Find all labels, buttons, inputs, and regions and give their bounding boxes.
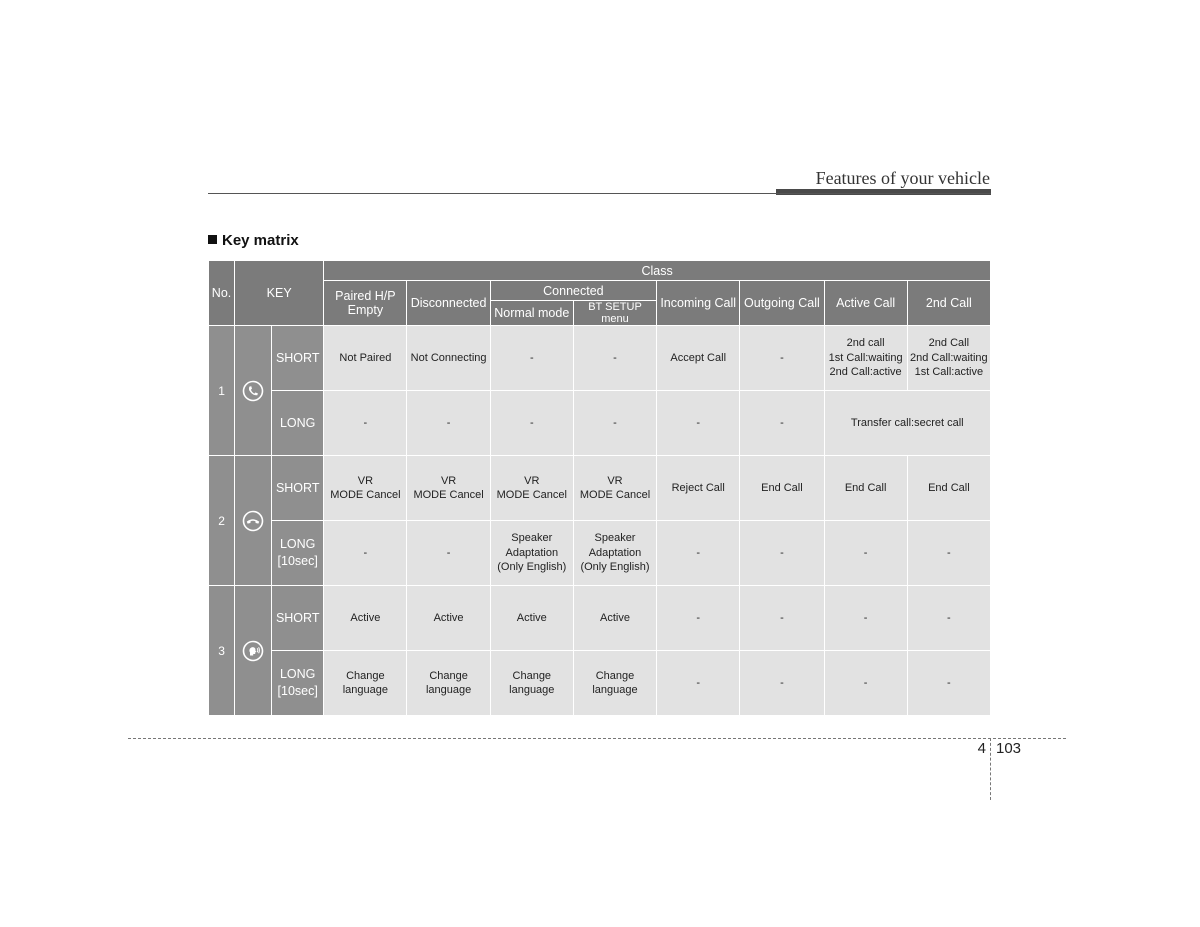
bt-setup-header: BT SETUP menu <box>573 301 656 326</box>
table-cell: - <box>740 586 824 651</box>
phone-call-icon <box>242 380 264 402</box>
row-number: 3 <box>209 586 235 716</box>
paired-empty-header: Paired H/P Empty <box>324 281 407 326</box>
no-header: No. <box>209 261 235 326</box>
table-cell: Change language <box>573 651 656 716</box>
table-cell: - <box>573 391 656 456</box>
key-label: SHORT <box>272 326 324 391</box>
footer-dashed-rule <box>128 738 1066 739</box>
table-cell: - <box>657 391 740 456</box>
key-icon-cell <box>235 456 272 586</box>
voice-recognition-icon <box>242 640 264 662</box>
key-label: LONG [10sec] <box>272 651 324 716</box>
table-cell: - <box>824 521 907 586</box>
table-cell-merged: Transfer call:secret call <box>824 391 991 456</box>
table-cell: - <box>824 586 907 651</box>
incoming-call-header: Incoming Call <box>657 281 740 326</box>
table-cell: End Call <box>824 456 907 521</box>
phone-end-icon <box>242 510 264 532</box>
row-number: 2 <box>209 456 235 586</box>
table-cell: Speaker Adaptation (Only English) <box>490 521 573 586</box>
table-cell: Change language <box>324 651 407 716</box>
header-rule <box>208 193 991 194</box>
header-bar <box>776 189 991 195</box>
table-cell: - <box>573 326 656 391</box>
table-cell: VR MODE Cancel <box>407 456 490 521</box>
table-cell: VR MODE Cancel <box>324 456 407 521</box>
table-cell: - <box>657 651 740 716</box>
table-cell: Active <box>407 586 490 651</box>
table-cell: End Call <box>740 456 824 521</box>
table-cell: - <box>907 586 990 651</box>
key-label: LONG [10sec] <box>272 521 324 586</box>
table-cell: - <box>657 521 740 586</box>
table-cell: - <box>740 521 824 586</box>
key-header: KEY <box>235 261 324 326</box>
key-icon-cell <box>235 326 272 456</box>
square-bullet-icon <box>208 235 217 244</box>
table-cell: Not Connecting <box>407 326 490 391</box>
key-icon-cell <box>235 586 272 716</box>
table-cell: Accept Call <box>657 326 740 391</box>
table-cell: Change language <box>490 651 573 716</box>
table-row <box>209 521 991 586</box>
table-cell: Change language <box>407 651 490 716</box>
table-cell: - <box>740 651 824 716</box>
table-cell: - <box>657 586 740 651</box>
key-label: LONG <box>272 391 324 456</box>
table-cell: VR MODE Cancel <box>490 456 573 521</box>
row-number: 1 <box>209 326 235 456</box>
table-cell: - <box>740 391 824 456</box>
table-cell: Active <box>490 586 573 651</box>
table-row <box>209 456 991 521</box>
table-cell: - <box>324 391 407 456</box>
table-cell: - <box>490 326 573 391</box>
table-cell: Reject Call <box>657 456 740 521</box>
table-cell: - <box>490 391 573 456</box>
active-call-header: Active Call <box>824 281 907 326</box>
table-cell: Speaker Adaptation (Only English) <box>573 521 656 586</box>
table-cell: - <box>407 391 490 456</box>
table-cell: - <box>740 326 824 391</box>
section-title-text: Key matrix <box>222 232 299 249</box>
disconnected-header: Disconnected <box>407 281 490 326</box>
key-label: SHORT <box>272 456 324 521</box>
table-cell: 2nd call 1st Call:waiting 2nd Call:active <box>824 326 907 391</box>
second-call-header: 2nd Call <box>907 281 990 326</box>
table-row <box>209 651 991 716</box>
page-number: 103 <box>996 740 1022 757</box>
key-matrix-table <box>208 260 991 716</box>
outgoing-call-header: Outgoing Call <box>740 281 824 326</box>
chapter-number: 4 <box>977 740 986 757</box>
key-label: SHORT <box>272 586 324 651</box>
normal-mode-header: Normal mode <box>490 301 573 326</box>
table-cell: - <box>824 651 907 716</box>
table-cell: - <box>407 521 490 586</box>
table-cell: 2nd Call 2nd Call:waiting 1st Call:active <box>907 326 990 391</box>
table-cell: - <box>907 651 990 716</box>
table-cell: VR MODE Cancel <box>573 456 656 521</box>
table-cell: Active <box>573 586 656 651</box>
table-row <box>209 586 991 651</box>
table-cell: - <box>907 521 990 586</box>
table-row <box>209 391 991 456</box>
table-cell: Active <box>324 586 407 651</box>
table-cell: End Call <box>907 456 990 521</box>
class-header: Class <box>324 261 991 281</box>
table-row <box>209 326 991 391</box>
table-cell: - <box>324 521 407 586</box>
section-title <box>208 232 299 249</box>
table-cell: Not Paired <box>324 326 407 391</box>
footer-dashed-divider <box>990 738 991 800</box>
page-header-title: Features of your vehicle <box>815 168 990 188</box>
connected-header: Connected <box>490 281 656 301</box>
